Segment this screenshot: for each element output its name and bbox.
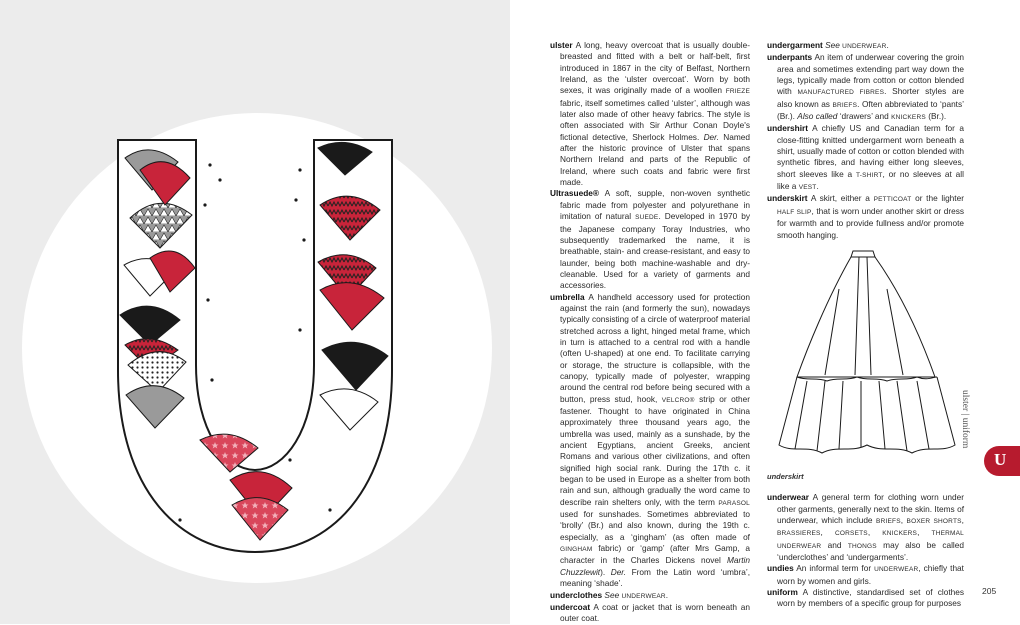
section-tab [984,446,1020,476]
entry-text: . Often abbreviated to ‘pants’ (Br.). [777,98,964,122]
entry-text: , or no sleeves at all like a [777,168,964,192]
entry-text: CORSETS [834,530,868,538]
dictionary-entry [767,123,964,193]
entry-text: THERMAL UNDERWEAR [777,530,964,550]
entries-before-illustration [767,40,964,241]
entry-text: UNDERWEAR [842,43,887,50]
entry-text: PARASOL [718,499,750,507]
dictionary-entry [767,492,964,563]
entry-headword: underwear [767,492,809,503]
entry-text: A long, heavy overcoat that is usually double-breasted and fitted with a belt or half-belt, first introduced in 1867 in the city of Belfast, Northern Ireland, as the ‘ulster overcoat’. Worn by both sexes, it was originally made of a woollen [560,40,750,96]
entry-text: , [961,514,964,525]
dictionary-entry [550,590,750,602]
section-letter: U [994,450,1007,469]
entry-text: . [665,589,669,600]
dictionary-entry [767,193,964,240]
entry-headword: undies [767,563,794,574]
dictionary-entry [550,602,750,625]
illustration-caption: underskirt [767,471,804,481]
entry-text: HALF SLIP [777,208,812,216]
entry-text: (Br.). [925,111,947,122]
entry-text: A chiefly US and Canadian term for a close-fitting knitted undergarment worn beneath a shirt, usually made of cotton or cotton blended with synthetic fibres, and having either long sleeves, short sleeves like a [777,123,964,179]
entry-text: , chiefly that worn by women and girls. [777,563,964,586]
entry-text: Der. [610,566,627,577]
entry-text: , [820,527,835,538]
entry-text: See [825,40,840,50]
entry-text: VELCRO® [661,396,695,404]
dictionary-entry [550,292,750,590]
entry-text: KNICKERS [882,530,918,538]
entry-text: An informal term for [793,563,875,574]
dictionary-page [510,0,1020,624]
entry-text: A skirt, either a [807,193,874,204]
entry-text: strip or other fastener. Thought to have originated in China approximately three thousand years ago, the umbrella was used, mainly as a sunshade, by the ancient Egyptians, ancient Greeks, ancient Romans and various other civilizations, and often signified high social rank. During the 17th c. it began to be used in Europe as a shelter from both rain and sun, although gradually the word came to describe rain shelters only, with the term [560,393,750,507]
entry-text: may also be called ‘underclothes’ and ‘undergarments’. [777,539,964,562]
entry-headword: underpants [767,52,813,63]
entry-text: UNDERWEAR [621,592,666,600]
entry-text: BOXER SHORTS [906,517,962,525]
chapter-opener-page [0,0,510,624]
text-column-right [767,40,964,610]
entries-after-illustration [767,492,964,609]
entry-text: BRASSIERES [777,530,821,538]
entry-text: From the Latin word ‘umbra’, meaning ‘shade’. [560,566,750,589]
dictionary-entry [767,40,964,52]
dictionary-entry [550,188,750,291]
entry-text: UNDERWEAR [874,566,919,574]
entry-text: . Shorter styles are also known as [777,86,964,109]
entry-text: MANUFACTURED FIBRES [797,89,885,97]
entry-headword: Ultrasuede® [550,188,599,199]
entry-text: An item of underwear covering the groin area and sometimes extending part way down the legs, typically made from cotton or cotton blended with [777,52,964,97]
entry-text: A soft, supple, non-woven synthetic fabric made from polyester and polyurethane in imitation of natural [560,188,750,222]
entry-text: and [821,539,848,550]
entry-text: Martin Chuzzlewit [560,555,750,577]
entry-text: , that is worn under another skirt or dress for warmth and to provide fullness and/or promote smooth hanging. [777,205,964,240]
entry-text: Named after the historic province of Ulster that spans Northern Ireland and parts of the Republic of Ireland, where such coats and fabric were first made. [560,131,750,188]
text-column-left [550,40,750,625]
entry-text: T-SHIRT [855,171,883,179]
entry-headword: ulster [550,40,573,50]
entry-text: THONGS [847,542,877,550]
entry-text: A coat or jacket that is worn beneath an outer coat. [560,601,750,624]
entry-text: ). [600,566,611,577]
entry-text: fabric, itself sometimes called ‘ulster’, although was later also made of other heavy fabrics. The style is often associated with Sir Arthur Conan Doyle's fictional detective, Sherlock Holmes. [560,97,750,142]
entry-text: BRIEFS [832,101,858,109]
entry-text: , [867,527,883,538]
entry-headword: underskirt [767,193,808,204]
entry-text: KNICKERS [891,114,926,122]
page-number: 205 [982,586,997,596]
entry-text: or the lighter [911,193,964,204]
entry-text: ‘drawers’ and [837,111,892,122]
entry-text: PETTICOAT [873,196,912,204]
entry-headword: uniform [767,586,798,597]
entry-text: A general term for clothing worn under other garments, generally next to the skin. Items of underwear, which include [777,492,964,525]
entry-headword: undercoat [550,601,591,612]
entry-text: . Developed in 1970 by the Japanese company Toray Industries, who subsequently trademarked the name, it is breathable, stain- and crease-resistant, and easy to launder, being both machine-washable and dry-cleanable. Used for a variety of garments and accessories. [560,211,750,291]
entry-text: , [900,514,907,525]
dictionary-entry [550,40,750,188]
entry-text: VEST [798,184,817,192]
entry-headword: umbrella [550,291,585,302]
entry-text: A handheld accessory used for protection against the rain (and formerly the sun), nowadays typically consisting of a circle of waterproof material stretched across a light, hinged metal frame, which in turn is attached to a central rod with a handle (often U-shaped) at one end. To facilitate carrying or storage, the structure is collapsible, with the canopy, typically made of polyester, wrapping around the central rod before being secured with a button, press stud, hook, [560,291,750,404]
entry-headword: undershirt [767,123,809,134]
dictionary-entry [767,52,964,123]
running-head: ulster | uniform [960,390,970,449]
entry-text: , [917,527,932,538]
decorative-letter-u-illustration [0,0,510,624]
entry-headword: underclothes [550,589,603,600]
entry-text: A distinctive, standardised set of clothes worn by members of a specific group for purposes [777,586,964,609]
entry-text: . [816,181,819,192]
entry-text: Der. [703,131,719,142]
dictionary-entry [767,563,964,587]
entry-text: BRIEFS [876,517,901,525]
dictionary-entry [767,587,964,610]
entry-text: used for sunshades. Sometimes abbreviated to ‘brolly’ (Br.) and also known, during the 19th c. especially, as a ‘gingham’ (as often made of [560,509,750,542]
entry-text: fabric) or ‘gamp’ (after Mrs Gamp, a character in the Charles Dickens novel [560,543,750,566]
entry-text: . [886,40,889,50]
entry-text: See [604,589,620,600]
underskirt-illustration [767,249,964,469]
entry-text: Also called [797,111,838,122]
entry-text: FRIEZE [725,88,750,96]
entry-headword: undergarment [767,40,823,50]
entry-text: SUEDE [635,214,659,222]
entry-text: GINGHAM [560,546,593,554]
